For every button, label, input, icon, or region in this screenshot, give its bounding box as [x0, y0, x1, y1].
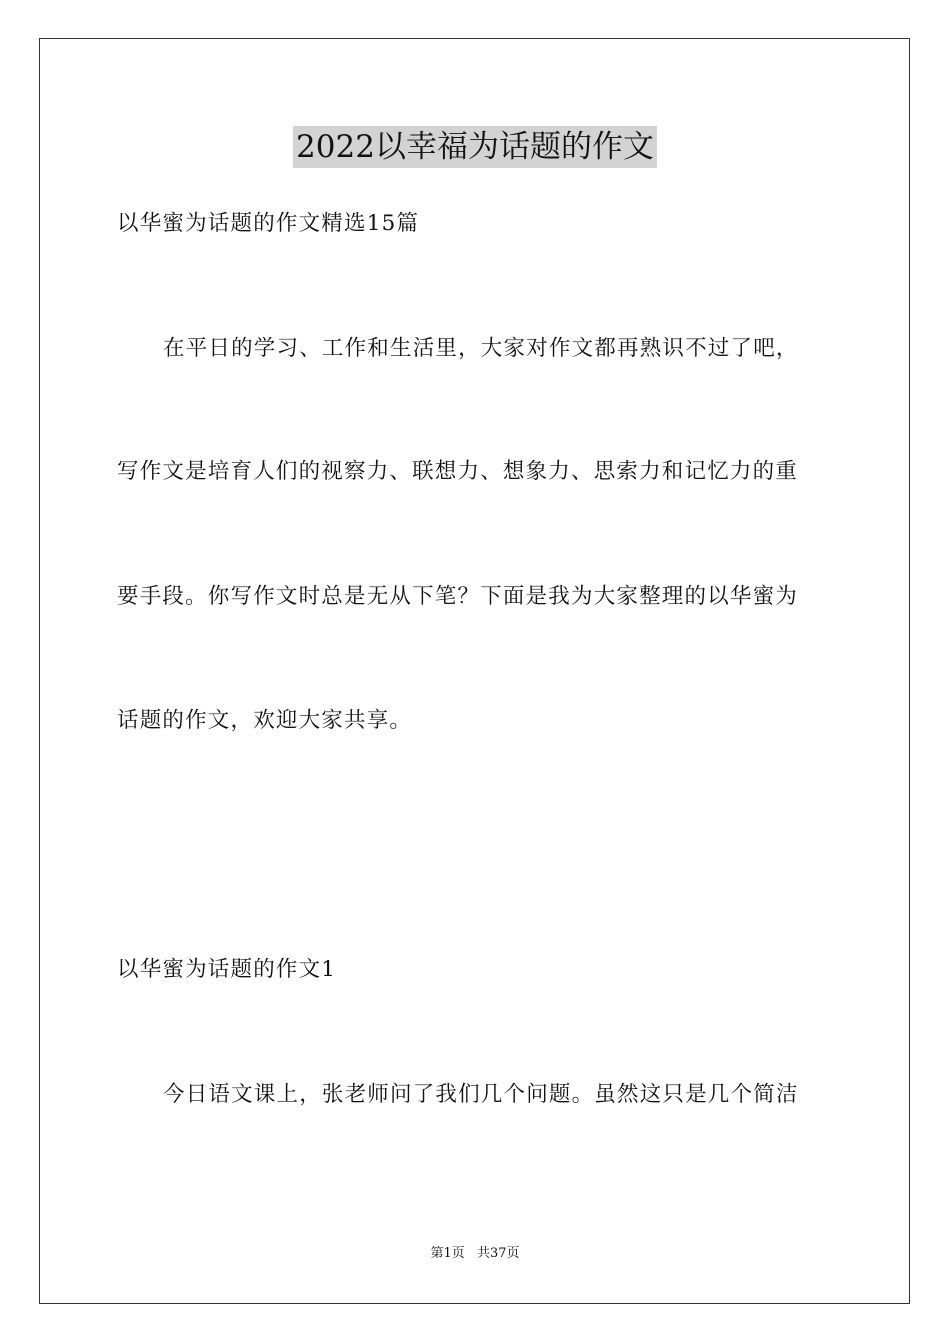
section-heading: 以华蜜为话题的作文1: [117, 957, 337, 982]
paragraph-line: 话题的作文，欢迎大家共享。: [117, 708, 413, 733]
page-footer: [0, 1245, 950, 1263]
document-title: 2022以幸福为话题的作文: [293, 126, 657, 168]
page-number: 第1页: [430, 1246, 465, 1261]
paragraph-line: 写作文是培育人们的视察力、联想力、想象力、思索力和记忆力的重: [117, 459, 799, 484]
paragraph-line: 在平日的学习、工作和生活里，大家对作文都再熟识不过了吧，: [163, 336, 799, 361]
title-container: [0, 126, 950, 168]
page-total: 共37页: [476, 1246, 520, 1261]
paragraph-line: 今日语文课上，张老师问了我们几个问题。虽然这只是几个简洁: [163, 1082, 799, 1107]
paragraph-line: 要手段。你写作文时总是无从下笔？下面是我为大家整理的以华蜜为: [117, 584, 799, 609]
document-subtitle: 以华蜜为话题的作文精选15篇: [117, 211, 420, 236]
